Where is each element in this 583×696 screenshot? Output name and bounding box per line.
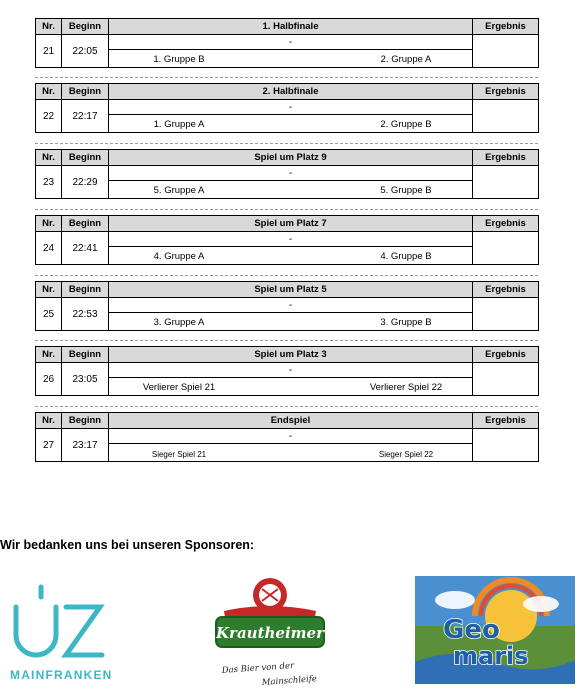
match-time: 23:17 (62, 429, 109, 462)
separator (35, 406, 538, 407)
geomaris-logo (415, 576, 575, 684)
header-nr: Nr. (36, 19, 62, 35)
score-placeholder: - (109, 102, 472, 115)
score-placeholder: - (109, 300, 472, 313)
header-nr: Nr. (36, 84, 62, 100)
result-cell[interactable] (473, 166, 539, 199)
match-title: 1. Halbfinale (109, 19, 473, 35)
away-team: 4. Gruppe B (380, 251, 432, 262)
score-placeholder: - (109, 37, 472, 50)
away-team: 5. Gruppe B (380, 185, 432, 196)
krautheimer-tagline-2: Mainschleife (261, 674, 318, 688)
home-team: 1. Gruppe B (153, 54, 205, 65)
match-table-21 (35, 18, 539, 68)
home-team: 1. Gruppe A (153, 119, 205, 130)
home-team: 4. Gruppe A (153, 251, 205, 262)
match-title: Spiel um Platz 9 (109, 150, 473, 166)
krautheimer-logo-graphic (210, 573, 328, 691)
result-cell[interactable] (473, 35, 539, 68)
match-pairing (109, 363, 473, 396)
away-team: Verlierer Spiel 22 (369, 382, 443, 393)
match-number: 27 (36, 429, 62, 462)
match-pairing (109, 232, 473, 265)
geomaris-logo-graphic (415, 576, 575, 684)
krautheimer-tagline-1: Das Bier von der (221, 660, 295, 676)
geomaris-word-2: maris (453, 642, 529, 670)
result-cell[interactable] (473, 298, 539, 331)
header-ergebnis: Ergebnis (473, 19, 539, 35)
sponsors-heading: Wir bedanken uns bei unseren Sponsoren: (0, 538, 255, 552)
result-cell[interactable] (473, 232, 539, 265)
result-cell[interactable] (473, 363, 539, 396)
match-number: 23 (36, 166, 62, 199)
match-time: 22:17 (62, 100, 109, 133)
score-placeholder: - (109, 431, 472, 444)
match-time: 22:41 (62, 232, 109, 265)
header-beginn: Beginn (62, 150, 109, 166)
krautheimer-logo (210, 573, 328, 691)
away-team: 3. Gruppe B (380, 317, 432, 328)
match-table-23 (35, 149, 539, 199)
result-cell[interactable] (473, 100, 539, 133)
match-title: Endspiel (109, 413, 473, 429)
uz-logo-graphic (8, 583, 118, 683)
header-nr: Nr. (36, 282, 62, 298)
match-table-24 (35, 215, 539, 265)
separator (35, 275, 538, 276)
header-beginn: Beginn (62, 84, 109, 100)
match-number: 21 (36, 35, 62, 68)
krautheimer-name: Krautheimer (216, 624, 324, 642)
match-number: 24 (36, 232, 62, 265)
geomaris-word-1: Geo (443, 615, 500, 645)
separator (35, 209, 538, 210)
away-team: Sieger Spiel 22 (378, 450, 434, 459)
header-ergebnis: Ergebnis (473, 216, 539, 232)
home-team: 3. Gruppe A (153, 317, 205, 328)
header-nr: Nr. (36, 347, 62, 363)
match-title: 2. Halbfinale (109, 84, 473, 100)
uz-sub-text: MAINFRANKEN (10, 668, 113, 682)
home-team: Sieger Spiel 21 (151, 450, 207, 459)
away-team: 2. Gruppe B (380, 119, 432, 130)
match-number: 22 (36, 100, 62, 133)
match-table-27 (35, 412, 539, 462)
header-beginn: Beginn (62, 216, 109, 232)
match-time: 22:53 (62, 298, 109, 331)
header-nr: Nr. (36, 150, 62, 166)
match-title: Spiel um Platz 5 (109, 282, 473, 298)
separator (35, 340, 538, 341)
header-ergebnis: Ergebnis (473, 150, 539, 166)
match-number: 26 (36, 363, 62, 396)
score-placeholder: - (109, 365, 472, 378)
header-beginn: Beginn (62, 413, 109, 429)
match-pairing (109, 100, 473, 133)
match-pairing (109, 298, 473, 331)
home-team: 5. Gruppe A (153, 185, 205, 196)
header-beginn: Beginn (62, 282, 109, 298)
result-cell[interactable] (473, 429, 539, 462)
home-team: Verlierer Spiel 21 (142, 382, 216, 393)
header-ergebnis: Ergebnis (473, 413, 539, 429)
uz-mainfranken-logo (8, 583, 118, 683)
match-number: 25 (36, 298, 62, 331)
match-pairing (109, 429, 473, 462)
header-nr: Nr. (36, 413, 62, 429)
header-ergebnis: Ergebnis (473, 347, 539, 363)
separator (35, 77, 538, 78)
header-beginn: Beginn (62, 347, 109, 363)
header-beginn: Beginn (62, 19, 109, 35)
match-table-25 (35, 281, 539, 331)
match-title: Spiel um Platz 7 (109, 216, 473, 232)
header-nr: Nr. (36, 216, 62, 232)
match-table-26 (35, 346, 539, 396)
away-team: 2. Gruppe A (380, 54, 432, 65)
match-time: 22:29 (62, 166, 109, 199)
match-time: 22:05 (62, 35, 109, 68)
match-pairing (109, 35, 473, 68)
separator (35, 143, 538, 144)
match-pairing (109, 166, 473, 199)
score-placeholder: - (109, 168, 472, 181)
match-table-22 (35, 83, 539, 133)
header-ergebnis: Ergebnis (473, 282, 539, 298)
score-placeholder: - (109, 234, 472, 247)
header-ergebnis: Ergebnis (473, 84, 539, 100)
match-title: Spiel um Platz 3 (109, 347, 473, 363)
match-time: 23:05 (62, 363, 109, 396)
